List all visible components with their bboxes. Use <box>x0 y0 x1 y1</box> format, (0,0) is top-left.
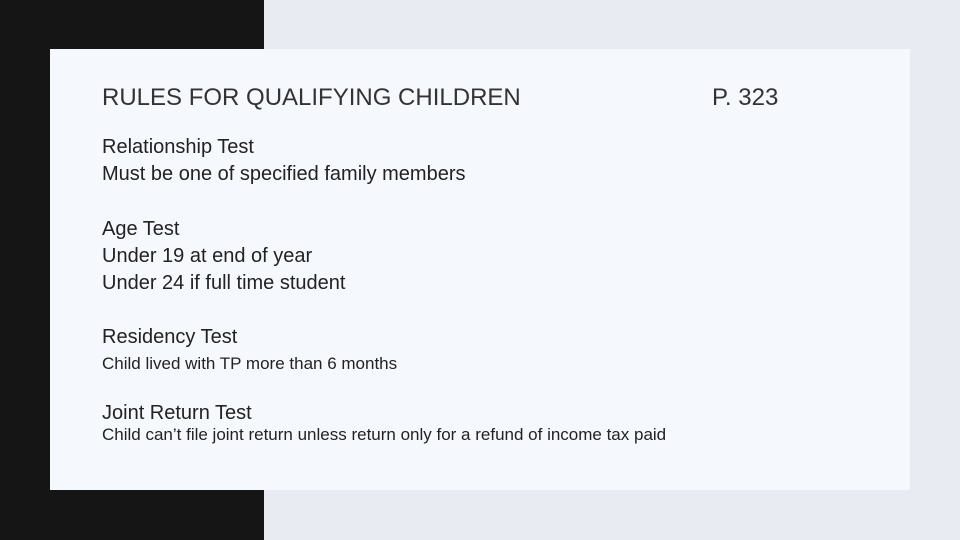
slide-title: RULES FOR QUALIFYING CHILDREN <box>102 84 521 111</box>
residency-test-heading: Residency Test <box>102 326 238 348</box>
age-test-detail-1: Under 19 at end of year <box>102 245 313 267</box>
joint-return-test-detail: Child can’t file joint return unless return only for a refund of income tax paid <box>102 425 667 444</box>
page-reference: P. 323 <box>712 84 779 111</box>
age-test-heading: Age Test <box>102 218 180 240</box>
relationship-test-heading: Relationship Test <box>102 136 254 158</box>
relationship-test-detail: Must be one of specified family members <box>102 163 466 185</box>
content-card <box>50 49 910 490</box>
age-test-detail-2: Under 24 if full time student <box>102 272 346 294</box>
joint-return-test-heading: Joint Return Test <box>102 402 252 424</box>
residency-test-detail: Child lived with TP more than 6 months <box>102 354 398 373</box>
